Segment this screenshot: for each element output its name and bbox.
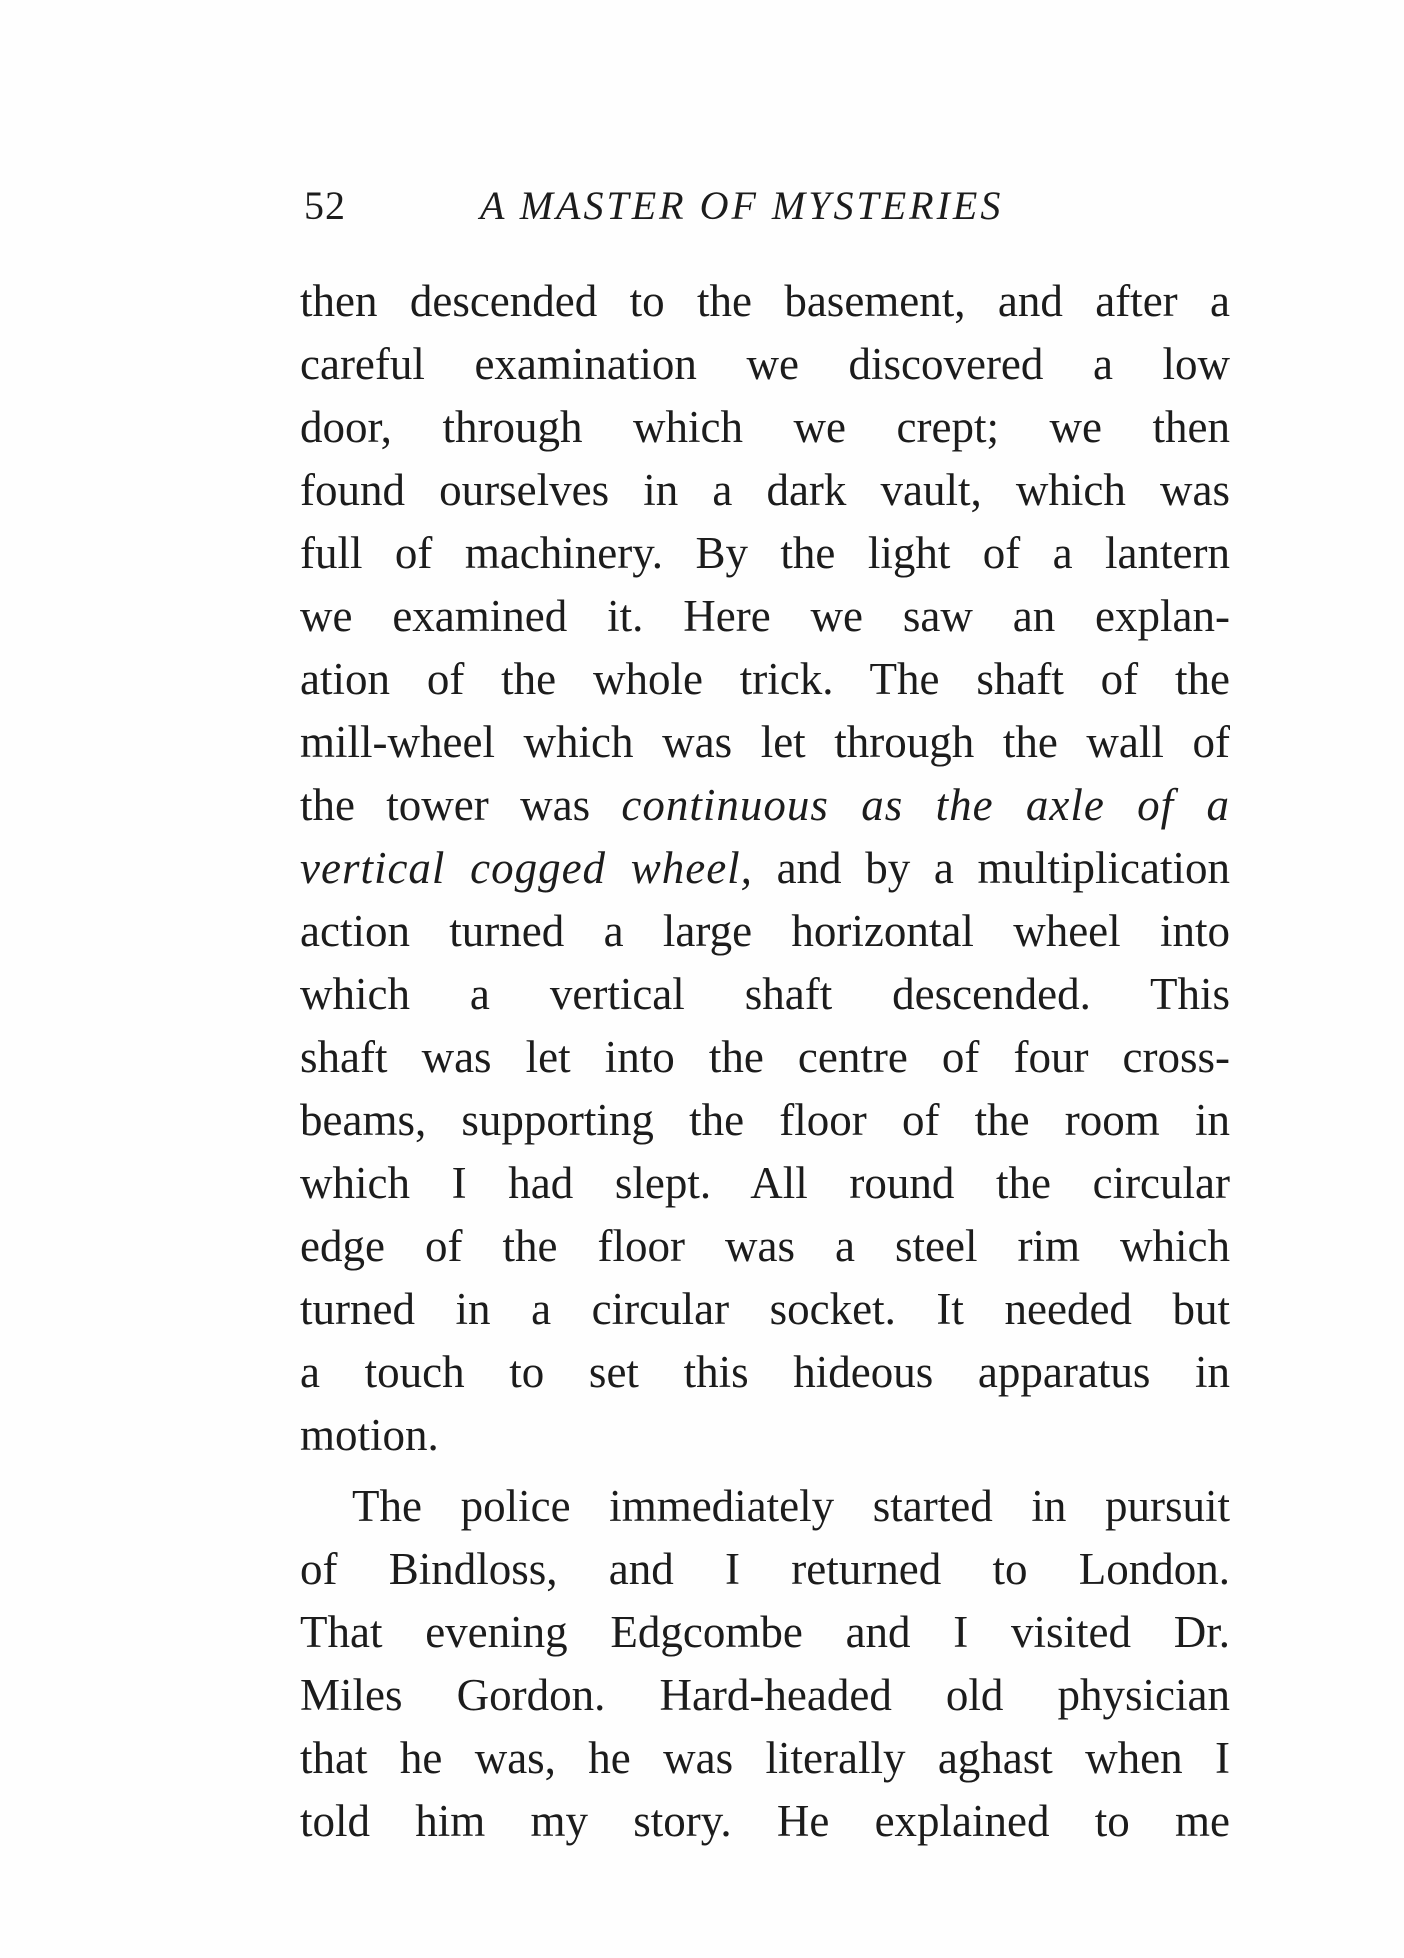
text-line: turned in a circular socket. It needed but bbox=[300, 1284, 1230, 1334]
paragraph-gap bbox=[300, 1467, 1230, 1475]
text-line: beams, supporting the floor of the room in bbox=[300, 1095, 1230, 1145]
text-line: of Bindloss, and I returned to London. bbox=[300, 1544, 1230, 1594]
body-text bbox=[300, 270, 1230, 1853]
text-line: mill-wheel which was let through the wall of bbox=[300, 717, 1230, 767]
text-line-mixed bbox=[300, 837, 1230, 900]
text-segment: and by a multiplication bbox=[752, 843, 1230, 893]
text-line: ation of the whole trick. The shaft of the bbox=[300, 654, 1230, 704]
text-segment: the tower was bbox=[300, 780, 622, 830]
text-line: That evening Edgcombe and I visited Dr. bbox=[300, 1607, 1230, 1657]
italic-segment: continuous as the axle of a bbox=[621, 780, 1231, 830]
paragraph-1 bbox=[300, 270, 1230, 1467]
text-line: The police immediately started in pursuit bbox=[352, 1481, 1230, 1531]
text-line: which I had slept. All round the circular bbox=[300, 1158, 1230, 1208]
text-line: told him my story. He explained to me bbox=[300, 1796, 1230, 1846]
text-line: we examined it. Here we saw an explan- bbox=[300, 591, 1230, 641]
text-line: which a vertical shaft descended. This bbox=[300, 969, 1230, 1019]
text-line: that he was, he was literally aghast when I bbox=[300, 1733, 1230, 1783]
text-line: shaft was let into the centre of four cross- bbox=[300, 1032, 1230, 1082]
text-line: motion. bbox=[300, 1410, 439, 1460]
page-header bbox=[300, 182, 1240, 242]
text-line: door, through which we crept; we then bbox=[300, 402, 1230, 452]
text-line: then descended to the basement, and after a bbox=[300, 276, 1230, 326]
text-line: found ourselves in a dark vault, which was bbox=[300, 465, 1230, 515]
page-number: 52 bbox=[304, 183, 346, 228]
text-line: edge of the floor was a steel rim which bbox=[300, 1221, 1230, 1271]
running-title: A MASTER OF MYSTERIES bbox=[480, 183, 1004, 228]
text-line: full of machinery. By the light of a lantern bbox=[300, 528, 1230, 578]
italic-segment: vertical cogged wheel, bbox=[300, 843, 753, 893]
text-line: careful examination we discovered a low bbox=[300, 339, 1230, 389]
text-line: Miles Gordon. Hard-headed old physician bbox=[300, 1670, 1230, 1720]
paragraph-2 bbox=[300, 1475, 1230, 1853]
text-line-mixed bbox=[300, 774, 1230, 837]
text-line: action turned a large horizontal wheel into bbox=[300, 906, 1230, 956]
text-line: a touch to set this hideous apparatus in bbox=[300, 1347, 1230, 1397]
